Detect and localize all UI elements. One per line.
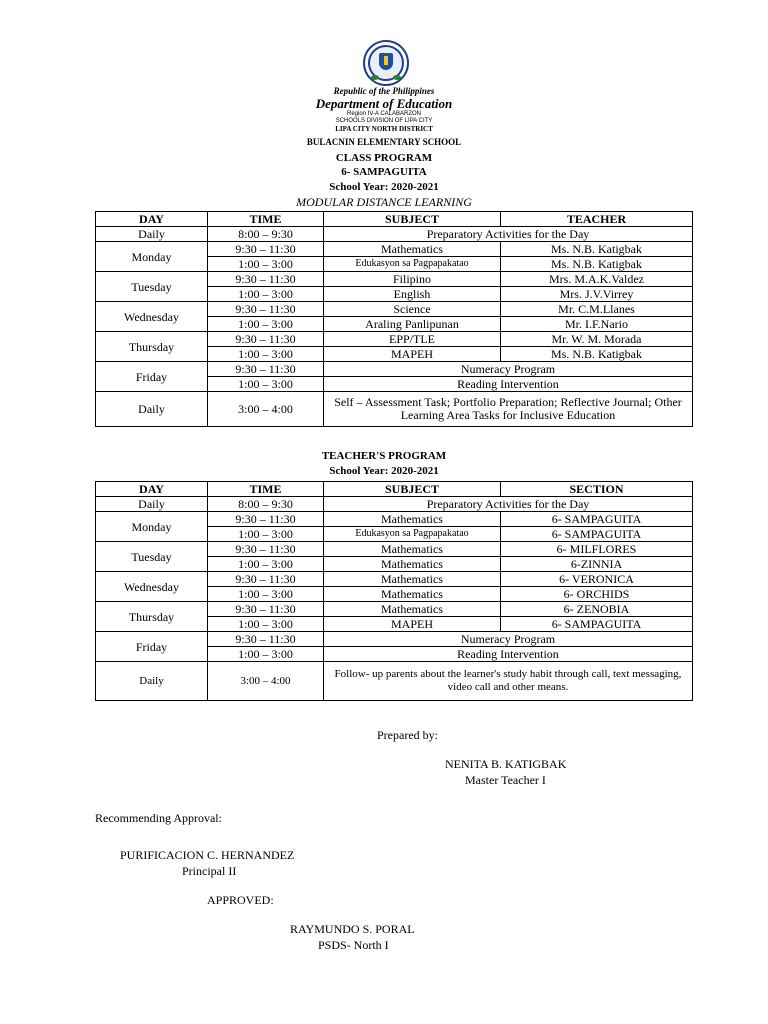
time-cell: 1:00 – 3:00: [208, 257, 324, 272]
recommending-approval-label: Recommending Approval:: [95, 811, 222, 825]
day-cell: Daily: [96, 662, 208, 701]
republic-line: Republic of the Philippines: [333, 86, 435, 96]
day-cell: Thursday: [96, 332, 208, 362]
preparer-name: NENITA B. KATIGBAK: [445, 757, 567, 771]
subject-cell: Filipino: [324, 272, 501, 287]
subject-cell: Mathematics: [324, 572, 501, 587]
section-cell: 6- MILFLORES: [501, 542, 693, 557]
time-cell: 1:00 – 3:00: [208, 287, 324, 302]
column-header-subject: SUBJECT: [324, 482, 501, 497]
class-program-school-year: School Year: 2020-2021: [329, 181, 439, 193]
teacher-cell: Ms. N.B. Katigbak: [501, 347, 693, 362]
column-header-section: SECTION: [501, 482, 693, 497]
time-cell: 1:00 – 3:00: [208, 647, 324, 662]
subject-cell: Mathematics: [324, 242, 501, 257]
table-row: [96, 302, 693, 317]
time-cell: 9:30 – 11:30: [208, 632, 324, 647]
division-line: SCHOOLS DIVISION OF LIPA CITY: [335, 118, 433, 124]
time-cell: 1:00 – 3:00: [208, 377, 324, 392]
subject-cell: Mathematics: [324, 602, 501, 617]
subject-cell: Science: [324, 302, 501, 317]
day-cell: Wednesday: [96, 302, 208, 332]
deped-seal-icon: [363, 40, 409, 86]
day-cell: Monday: [96, 512, 208, 542]
table-row: [96, 632, 693, 647]
column-header-subject: SUBJECT: [324, 212, 501, 227]
region-line: Region IV-A CALABARZON: [346, 111, 422, 117]
day-cell: Monday: [96, 242, 208, 272]
table-row: [96, 572, 693, 587]
table-header-row: [96, 212, 693, 227]
column-header-teacher: TEACHER: [501, 212, 693, 227]
class-program-title: CLASS PROGRAM: [335, 152, 433, 164]
section-cell: 6- SAMPAGUITA: [501, 617, 693, 632]
subject-cell: Edukasyon sa Pagpapakatao: [324, 257, 501, 272]
day-cell: Daily: [96, 392, 208, 427]
table-row: [96, 242, 693, 257]
teacher-program-table: [95, 481, 693, 701]
subject-cell: Self – Assessment Task; Portfolio Preparation; Reflective Journal; Other Learning Area Tasks for Inclusive Education: [324, 392, 693, 427]
subject-cell: Follow- up parents about the learner's study habit through call, text messaging, video call and other means.: [324, 662, 693, 701]
table-header-row: [96, 482, 693, 497]
table-row: [96, 227, 693, 242]
column-header-time: TIME: [208, 212, 324, 227]
teacher-cell: Mr. W. M. Morada: [501, 332, 693, 347]
subject-cell: Reading Intervention: [324, 647, 693, 662]
subject-cell: Mathematics: [324, 512, 501, 527]
subject-cell: EPP/TLE: [324, 332, 501, 347]
table-row: [96, 497, 693, 512]
class-program-table: [95, 211, 693, 427]
time-cell: 8:00 – 9:30: [208, 497, 324, 512]
subject-cell: MAPEH: [324, 617, 501, 632]
day-cell: Tuesday: [96, 542, 208, 572]
table-row: [96, 512, 693, 527]
section-cell: 6- ZENOBIA: [501, 602, 693, 617]
department-title: Department of Education: [315, 96, 453, 111]
subject-cell: Mathematics: [324, 557, 501, 572]
time-cell: 3:00 – 4:00: [208, 392, 324, 427]
day-cell: Thursday: [96, 602, 208, 632]
time-cell: 3:00 – 4:00: [208, 662, 324, 701]
table-row: [96, 332, 693, 347]
column-header-time: TIME: [208, 482, 324, 497]
day-cell: Daily: [96, 497, 208, 512]
teacher-program-school-year: School Year: 2020-2021: [329, 465, 439, 477]
time-cell: 9:30 – 11:30: [208, 572, 324, 587]
teacher-cell: Ms. N.B. Katigbak: [501, 257, 693, 272]
subject-cell: Mathematics: [324, 587, 501, 602]
subject-cell: Araling Panlipunan: [324, 317, 501, 332]
subject-cell: Reading Intervention: [324, 377, 693, 392]
time-cell: 9:30 – 11:30: [208, 512, 324, 527]
approver-title: PSDS- North I: [318, 938, 389, 952]
table-row: [96, 542, 693, 557]
subject-cell: Mathematics: [324, 542, 501, 557]
time-cell: 9:30 – 11:30: [208, 302, 324, 317]
subject-cell: Preparatory Activities for the Day: [324, 497, 693, 512]
teacher-cell: Mrs. M.A.K.Valdez: [501, 272, 693, 287]
time-cell: 9:30 – 11:30: [208, 602, 324, 617]
recommender-name: PURIFICACION C. HERNANDEZ: [120, 848, 295, 862]
district-line: LIPA CITY NORTH DISTRICT: [335, 125, 433, 133]
teacher-cell: Mr. I.F.Nario: [501, 317, 693, 332]
subject-cell: Numeracy Program: [324, 362, 693, 377]
time-cell: 1:00 – 3:00: [208, 347, 324, 362]
section-cell: 6- SAMPAGUITA: [501, 512, 693, 527]
table-row: [96, 362, 693, 377]
table-row: [96, 662, 693, 701]
time-cell: 1:00 – 3:00: [208, 527, 324, 542]
time-cell: 1:00 – 3:00: [208, 617, 324, 632]
preparer-title: Master Teacher I: [465, 773, 546, 787]
table-row: [96, 602, 693, 617]
time-cell: 9:30 – 11:30: [208, 242, 324, 257]
column-header-day: DAY: [96, 482, 208, 497]
teacher-cell: Mr. C.M.Llanes: [501, 302, 693, 317]
time-cell: 9:30 – 11:30: [208, 332, 324, 347]
day-cell: Daily: [96, 227, 208, 242]
time-cell: 1:00 – 3:00: [208, 557, 324, 572]
table-row: [96, 392, 693, 427]
teacher-program-title: TEACHER'S PROGRAM: [321, 450, 447, 462]
subject-cell: Preparatory Activities for the Day: [324, 227, 693, 242]
prepared-by-label: Prepared by:: [377, 728, 438, 742]
approver-name: RAYMUNDO S. PORAL: [290, 922, 415, 936]
time-cell: 9:30 – 11:30: [208, 272, 324, 287]
day-cell: Friday: [96, 632, 208, 662]
subject-cell: Numeracy Program: [324, 632, 693, 647]
subject-cell: Edukasyon sa Pagpapakatao: [324, 527, 501, 542]
learning-mode: MODULAR DISTANCE LEARNING: [296, 195, 472, 209]
subject-cell: English: [324, 287, 501, 302]
day-cell: Tuesday: [96, 272, 208, 302]
teacher-cell: Ms. N.B. Katigbak: [501, 242, 693, 257]
teacher-cell: Mrs. J.V.Virrey: [501, 287, 693, 302]
time-cell: 1:00 – 3:00: [208, 317, 324, 332]
table-row: [96, 272, 693, 287]
approved-label: APPROVED:: [207, 893, 274, 907]
time-cell: 9:30 – 11:30: [208, 362, 324, 377]
day-cell: Friday: [96, 362, 208, 392]
time-cell: 8:00 – 9:30: [208, 227, 324, 242]
section-cell: 6- ORCHIDS: [501, 587, 693, 602]
time-cell: 1:00 – 3:00: [208, 587, 324, 602]
section-cell: 6- SAMPAGUITA: [501, 527, 693, 542]
time-cell: 9:30 – 11:30: [208, 542, 324, 557]
school-name: BULACNIN ELEMENTARY SCHOOL: [306, 137, 462, 147]
recommender-title: Principal II: [182, 864, 237, 878]
subject-cell: MAPEH: [324, 347, 501, 362]
section-cell: 6-ZINNIA: [501, 557, 693, 572]
column-header-day: DAY: [96, 212, 208, 227]
section-cell: 6- VERONICA: [501, 572, 693, 587]
day-cell: Wednesday: [96, 572, 208, 602]
class-program-section: 6- SAMPAGUITA: [341, 166, 427, 178]
